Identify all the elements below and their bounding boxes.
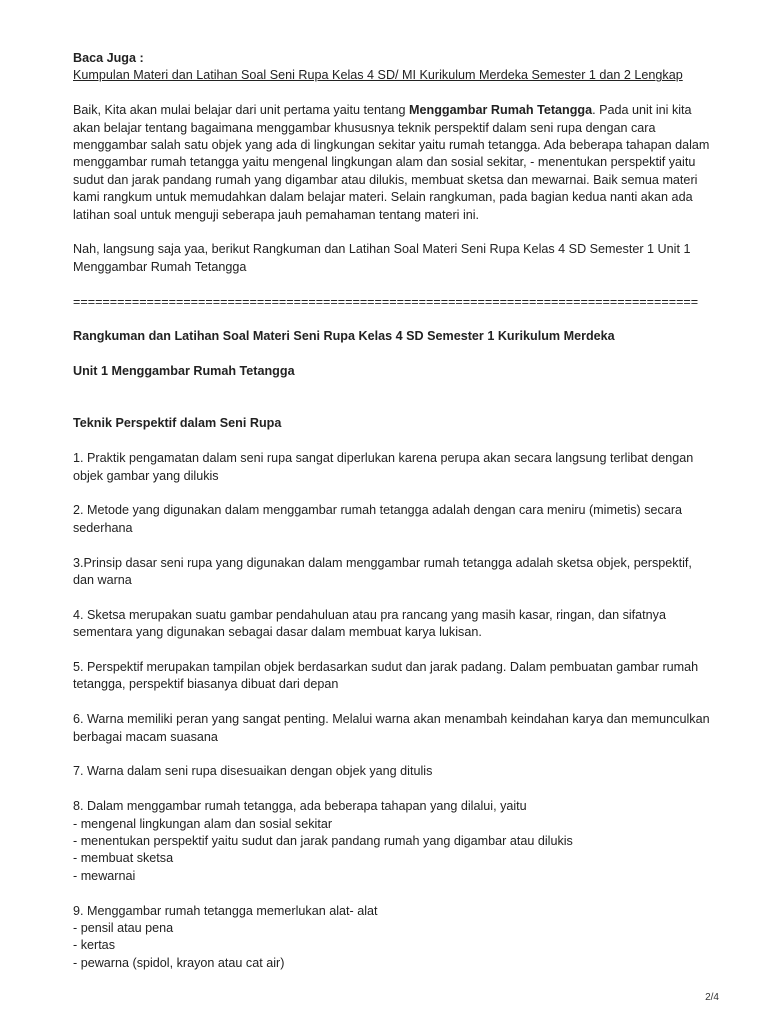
point-6: 6. Warna memiliki peran yang sangat penting. Melalui warna akan menambah keindahan karya dan memunculkan berbagai macam suasana [73,712,710,744]
point-9-block [73,903,713,973]
baca-juga-block [73,50,713,85]
baca-juga-label: Baca Juga : [73,51,144,65]
point-3: 3.Prinsip dasar seni rupa yang digunakan dalam menggambar rumah tetangga adalah sketsa objek, perspektif, dan warna [73,555,692,588]
point-7: 7. Warna dalam seni rupa disesuaikan dengan objek yang ditulis [73,764,433,779]
point-9-item: - pensil atau pena [73,921,174,936]
point-8-intro: 8. Dalam menggambar rumah tetangga, ada beberapa tahapan yang dilalui, yaitu [73,799,527,814]
point-8-block [73,798,713,885]
point-2: 2. Metode yang digunakan dalam menggambar rumah tetangga adalah dengan cara meniru (mimetis) secara sederhana [73,503,683,535]
intro-bold-topic: Menggambar Rumah Tetangga [409,103,593,118]
separator-line: ===================================================================================== [73,294,699,309]
point-8-item: - membuat sketsa [73,851,174,866]
lead-in-paragraph: Nah, langsung saja yaa, berikut Rangkuman dan Latihan Soal Materi Seni Rupa Kelas 4 SD Semester 1 Unit 1 Menggambar Rumah Tetangga [73,242,691,274]
intro-text-1: Baik, Kita akan mulai belajar dari unit pertama yaitu tentang [73,103,410,118]
intro-text-2: . Pada unit ini kita akan belajar tentang bagaimana menggambar khususnya teknik perspektif dalam seni rupa dengan cara menggambar salah satu objek yang ada di lingkungan sekitar yaitu rumah tetangga. Ada beberapa tahapan dalam menggambar rumah tetangga yaitu mengenal lingkungan alam dan sosial sekitar, - menentukan perspektif yaitu sudut dan jarak pandang rumah yang digambar atau dilukis, membuat sketsa dan mewarnai. Baik semua materi kami rangkum untuk memudahkan dalam belajar materi. Selain rangkuman, pada bagian kedua nanti akan ada latihan soal untuk menguji seberapa jauh pemahaman tentang materi ini. [73,103,710,222]
point-5: 5. Perspektif merupakan tampilan objek berdasarkan sudut dan jarak padang. Dalam pembuatan gambar rumah tetangga, perspektif biasanya dibuat dari depan [73,660,699,692]
point-9-intro: 9. Menggambar rumah tetangga memerlukan alat- alat [73,903,378,918]
related-article-link[interactable]: Kumpulan Materi dan Latihan Soal Seni Rupa Kelas 4 SD/ MI Kurikulum Merdeka Semester 1 dan 2 Lengkap [73,68,683,83]
section-heading-line-2: Unit 1 Menggambar Rumah Tetangga [73,364,295,379]
point-8-item: - mewarnai [73,868,136,883]
point-9-item: - pewarna (spidol, krayon atau cat air) [73,955,285,970]
point-8-item: - menentukan perspektif yaitu sudut dan jarak pandang rumah yang digambar atau dilukis [73,834,573,849]
subheading: Teknik Perspektif dalam Seni Rupa [73,416,282,431]
point-4: 4. Sketsa merupakan suatu gambar pendahuluan atau pra rancang yang masih kasar, ringan, dan sifatnya sementara yang digunakan sebagai dasar dalam membuat karya lukisan. [73,607,666,640]
page-number: 2/4 [705,992,719,1003]
document-page [73,50,713,972]
point-1: 1. Praktik pengamatan dalam seni rupa sangat diperlukan karena perupa akan secara langsung terlibat dengan objek gambar yang dilukis [73,451,694,483]
section-heading-line-1: Rangkuman dan Latihan Soal Materi Seni Rupa Kelas 4 SD Semester 1 Kurikulum Merdeka [73,329,615,344]
point-9-item: - kertas [73,938,115,953]
intro-paragraph [73,102,713,224]
point-8-item: - mengenal lingkungan alam dan sosial sekitar [73,816,333,831]
